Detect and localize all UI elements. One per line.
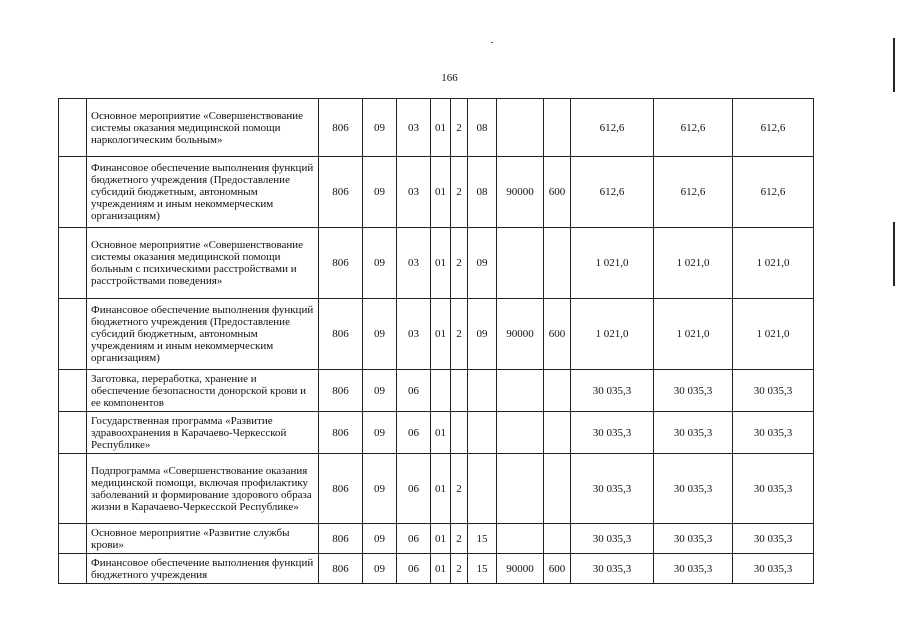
table-row	[59, 99, 814, 157]
table-row	[59, 299, 814, 370]
program-code: 01	[431, 228, 451, 299]
expense-type-code	[544, 99, 571, 157]
direction-code	[497, 228, 544, 299]
program-code: 01	[431, 454, 451, 524]
spacer-cell	[59, 454, 87, 524]
subprogram-code: 2	[451, 554, 468, 584]
amount-year-1: 1 021,0	[571, 228, 654, 299]
subsection-code: 03	[397, 228, 431, 299]
item-name: Финансовое обеспечение выполнения функций бюджетного учреждения	[87, 554, 319, 584]
amount-year-3: 30 035,3	[733, 454, 814, 524]
table-row	[59, 412, 814, 454]
item-name: Подпрограмма «Совершенствование оказания медицинской помощи, включая профилактику заболеваний и формирование здорового образа жизни в Карачаево-Черкесской Республике»	[87, 454, 319, 524]
spacer-cell	[59, 370, 87, 412]
item-name: Государственная программа «Развитие здравоохранения в Карачаево-Черкесской Республике»	[87, 412, 319, 454]
amount-year-1: 612,6	[571, 157, 654, 228]
subsection-code: 03	[397, 299, 431, 370]
activity-code: 08	[468, 99, 497, 157]
subsection-code: 06	[397, 370, 431, 412]
amount-year-2: 30 035,3	[654, 524, 733, 554]
expense-type-code	[544, 370, 571, 412]
direction-code	[497, 99, 544, 157]
subprogram-code: 2	[451, 228, 468, 299]
amount-year-2: 612,6	[654, 157, 733, 228]
amount-year-1: 30 035,3	[571, 370, 654, 412]
section-code: 09	[363, 299, 397, 370]
amount-year-1: 1 021,0	[571, 299, 654, 370]
section-code: 09	[363, 554, 397, 584]
ministry-code: 806	[319, 370, 363, 412]
activity-code: 15	[468, 524, 497, 554]
item-name: Финансовое обеспечение выполнения функций бюджетного учреждения (Предоставление субсидий бюджетным, автономным учреждениям и иным некоммерческим организациям)	[87, 299, 319, 370]
program-code: 01	[431, 524, 451, 554]
subsection-code: 06	[397, 454, 431, 524]
amount-year-2: 30 035,3	[654, 454, 733, 524]
activity-code: 09	[468, 299, 497, 370]
table-row	[59, 157, 814, 228]
scan-edge-mark	[893, 222, 895, 286]
item-name: Заготовка, переработка, хранение и обеспечение безопасности донорской крови и ее компонентов	[87, 370, 319, 412]
subprogram-code: 2	[451, 157, 468, 228]
expense-type-code: 600	[544, 157, 571, 228]
program-code: 01	[431, 412, 451, 454]
section-code: 09	[363, 157, 397, 228]
table-row	[59, 524, 814, 554]
expense-type-code	[544, 228, 571, 299]
spacer-cell	[59, 554, 87, 584]
subsection-code: 06	[397, 412, 431, 454]
ministry-code: 806	[319, 157, 363, 228]
ministry-code: 806	[319, 524, 363, 554]
section-code: 09	[363, 454, 397, 524]
program-code	[431, 370, 451, 412]
subsection-code: 03	[397, 99, 431, 157]
budget-table	[58, 98, 814, 584]
subprogram-code: 2	[451, 524, 468, 554]
subprogram-code: 2	[451, 454, 468, 524]
subprogram-code: 2	[451, 299, 468, 370]
program-code: 01	[431, 299, 451, 370]
expense-type-code	[544, 412, 571, 454]
amount-year-1: 30 035,3	[571, 454, 654, 524]
ministry-code: 806	[319, 228, 363, 299]
amount-year-3: 30 035,3	[733, 554, 814, 584]
spacer-cell	[59, 157, 87, 228]
expense-type-code	[544, 524, 571, 554]
activity-code	[468, 412, 497, 454]
amount-year-3: 1 021,0	[733, 299, 814, 370]
amount-year-2: 30 035,3	[654, 554, 733, 584]
ministry-code: 806	[319, 454, 363, 524]
direction-code	[497, 524, 544, 554]
expense-type-code	[544, 454, 571, 524]
table-row	[59, 228, 814, 299]
subsection-code: 06	[397, 524, 431, 554]
expense-type-code: 600	[544, 554, 571, 584]
amount-year-3: 30 035,3	[733, 370, 814, 412]
subprogram-code	[451, 370, 468, 412]
amount-year-3: 612,6	[733, 157, 814, 228]
item-name: Основное мероприятие «Совершенствование системы оказания медицинской помощи больным с психическими расстройствами и расстройствами поведения»	[87, 228, 319, 299]
spacer-cell	[59, 524, 87, 554]
subprogram-code: 2	[451, 99, 468, 157]
spacer-cell	[59, 299, 87, 370]
activity-code: 08	[468, 157, 497, 228]
section-code: 09	[363, 228, 397, 299]
section-code: 09	[363, 370, 397, 412]
amount-year-2: 1 021,0	[654, 228, 733, 299]
amount-year-1: 612,6	[571, 99, 654, 157]
item-name: Финансовое обеспечение выполнения функций бюджетного учреждения (Предоставление субсидий бюджетным, автономным учреждениям и иным некоммерческим организациям)	[87, 157, 319, 228]
direction-code: 90000	[497, 157, 544, 228]
scan-speck	[491, 42, 493, 43]
ministry-code: 806	[319, 299, 363, 370]
section-code: 09	[363, 99, 397, 157]
amount-year-2: 30 035,3	[654, 412, 733, 454]
ministry-code: 806	[319, 99, 363, 157]
direction-code	[497, 412, 544, 454]
amount-year-3: 1 021,0	[733, 228, 814, 299]
direction-code: 90000	[497, 554, 544, 584]
direction-code	[497, 454, 544, 524]
activity-code: 09	[468, 228, 497, 299]
ministry-code: 806	[319, 412, 363, 454]
amount-year-1: 30 035,3	[571, 524, 654, 554]
program-code: 01	[431, 554, 451, 584]
page-number: 166	[441, 72, 458, 84]
activity-code	[468, 370, 497, 412]
amount-year-3: 612,6	[733, 99, 814, 157]
spacer-cell	[59, 99, 87, 157]
amount-year-3: 30 035,3	[733, 524, 814, 554]
subsection-code: 06	[397, 554, 431, 584]
amount-year-2: 1 021,0	[654, 299, 733, 370]
section-code: 09	[363, 412, 397, 454]
amount-year-2: 612,6	[654, 99, 733, 157]
spacer-cell	[59, 228, 87, 299]
spacer-cell	[59, 412, 87, 454]
amount-year-2: 30 035,3	[654, 370, 733, 412]
subsection-code: 03	[397, 157, 431, 228]
subprogram-code	[451, 412, 468, 454]
amount-year-1: 30 035,3	[571, 554, 654, 584]
table-row	[59, 454, 814, 524]
section-code: 09	[363, 524, 397, 554]
direction-code	[497, 370, 544, 412]
table-row	[59, 554, 814, 584]
activity-code: 15	[468, 554, 497, 584]
amount-year-1: 30 035,3	[571, 412, 654, 454]
table-row	[59, 370, 814, 412]
program-code: 01	[431, 157, 451, 228]
direction-code: 90000	[497, 299, 544, 370]
ministry-code: 806	[319, 554, 363, 584]
item-name: Основное мероприятие «Развитие службы крови»	[87, 524, 319, 554]
activity-code	[468, 454, 497, 524]
program-code: 01	[431, 99, 451, 157]
amount-year-3: 30 035,3	[733, 412, 814, 454]
item-name: Основное мероприятие «Совершенствование системы оказания медицинской помощи наркологическим больным»	[87, 99, 319, 157]
expense-type-code: 600	[544, 299, 571, 370]
